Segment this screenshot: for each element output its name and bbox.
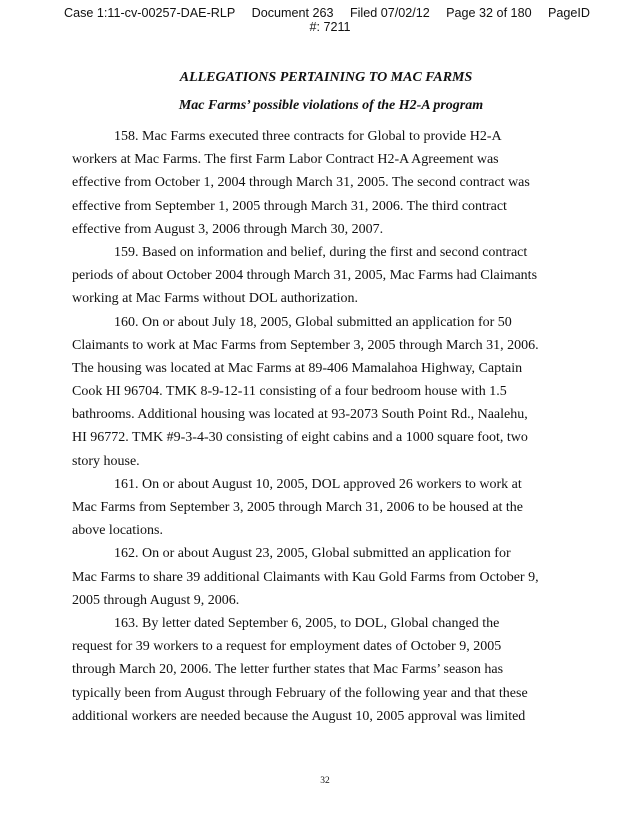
- paragraph-163-line: request for 39 workers to a request for employment dates of October 9, 2005: [72, 639, 502, 655]
- paragraph-158-line: effective from September 1, 2005 through March 31, 2006. The third contract: [72, 198, 507, 214]
- paragraph-158-line: effective from August 3, 2006 through March 30, 2007.: [72, 221, 384, 237]
- pageid-number: #: 7211: [309, 20, 351, 34]
- paragraph-161-line: 161. On or about August 10, 2005, DOL approved 26 workers to work at: [114, 476, 522, 492]
- subsection-heading: Mac Farms’ possible violations of the H2-A program: [178, 98, 484, 113]
- paragraph-161-line: above locations.: [72, 523, 163, 539]
- paragraph-158-line: workers at Mac Farms. The first Farm Labor Contract H2-A Agreement was: [72, 152, 499, 168]
- paragraph-161-line: Mac Farms from September 3, 2005 through March 31, 2006 to be housed at the: [72, 500, 524, 515]
- paragraph-162-line: 2005 through August 9, 2006.: [72, 592, 240, 608]
- paragraph-160-line: HI 96772. TMK #9-3-4-30 consisting of eight cabins and a 1000 square foot, two: [72, 430, 528, 446]
- pageid-label: PageID: [547, 6, 590, 20]
- document-number: Document 263: [251, 6, 334, 20]
- paragraph-159-line: 159. Based on information and belief, during the first and second contract: [114, 244, 528, 260]
- paragraph-160-line: 160. On or about July 18, 2005, Global submitted an application for 50: [114, 314, 512, 330]
- paragraph-159-line: periods of about October 2004 through March 31, 2005, Mac Farms had Claimants: [72, 268, 538, 284]
- paragraph-163-line: typically been from August through February of the following year and that these: [72, 685, 528, 701]
- paragraph-163-line: additional workers are needed because the August 10, 2005 approval was limited: [72, 708, 526, 724]
- page-number: 32: [320, 776, 330, 786]
- paragraph-160-line: story house.: [72, 453, 140, 469]
- paragraph-160-line: bathrooms. Additional housing was located at 93-2073 South Point Rd., Naalehu,: [72, 407, 528, 423]
- paragraph-163-line: through March 20, 2006. The letter further states that Mac Farms’ season has: [72, 662, 504, 678]
- paragraph-160-line: Cook HI 96704. TMK 8-9-12-11 consisting of a four bedroom house with 1.5: [72, 384, 507, 400]
- case-header: [0, 6, 638, 34]
- filed-date: Filed 07/02/12: [349, 6, 430, 20]
- paragraph-162-line: 162. On or about August 23, 2005, Global submitted an application for: [114, 546, 511, 562]
- paragraph-158-line: 158. Mac Farms executed three contracts for Global to provide H2-A: [114, 129, 502, 144]
- paragraph-160-line: Claimants to work at Mac Farms from September 3, 2005 through March 31, 2006.: [72, 337, 539, 353]
- paragraph-163-line: 163. By letter dated September 6, 2005, to DOL, Global changed the: [114, 615, 500, 631]
- section-heading: ALLEGATIONS PERTAINING TO MAC FARMS: [179, 70, 473, 85]
- paragraph-158-line: effective from October 1, 2004 through March 31, 2005. The second contract was: [72, 175, 530, 191]
- page-count: Page 32 of 180: [446, 6, 532, 20]
- body-text: [72, 125, 577, 728]
- paragraph-160-line: The housing was located at Mac Farms at 89-406 Mamalahoa Highway, Captain: [72, 360, 523, 376]
- paragraph-159-line: working at Mac Farms without DOL authorization.: [72, 291, 359, 307]
- paragraph-162-line: Mac Farms to share 39 additional Claimants with Kau Gold Farms from October 9,: [72, 569, 539, 585]
- case-number: Case 1:11-cv-00257-DAE-RLP: [64, 6, 236, 20]
- case-header-line: [0, 6, 638, 20]
